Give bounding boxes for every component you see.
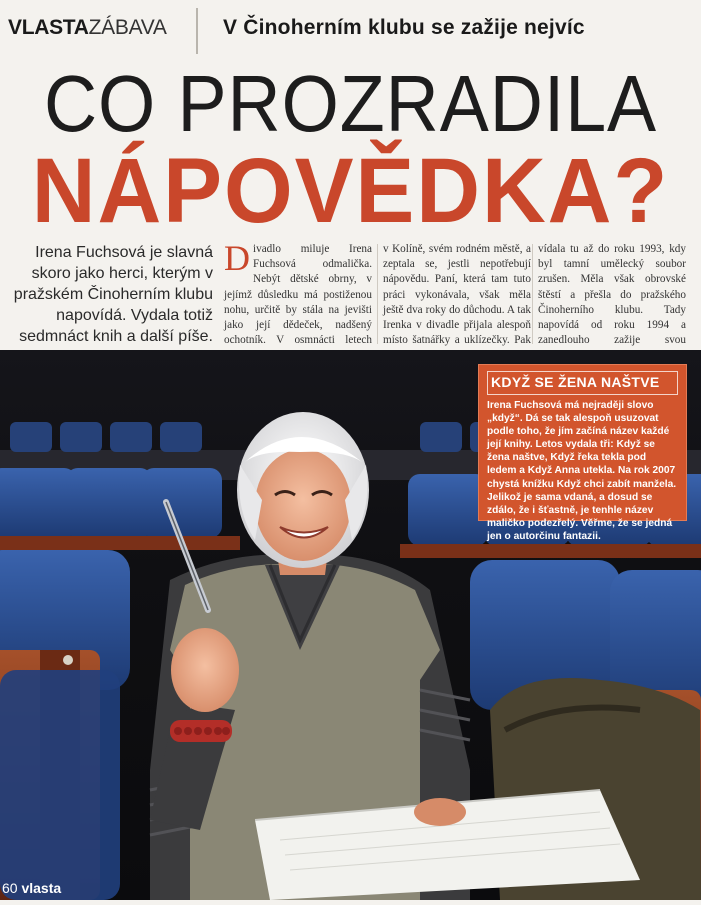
sidebar-box <box>478 364 687 542</box>
article-column-1-text: ivadlo miluje Irena Fuchsová odmalička. Nebýt dětské obrny, v jejímž důsledku má postiženou nohu, určitě by stála na jevišti jako její dědeček, nadšený ochotník. V osmnácti letech <box>224 243 372 347</box>
magazine-name: vlasta <box>21 880 62 896</box>
section-category: ZÁBAVA <box>88 16 167 39</box>
section-brand: VLASTA <box>8 16 89 39</box>
article-column-1 <box>224 238 372 347</box>
sidebar-text: Irena Fuchsová má nejraději slovo „když“. Dá se tak alespoň usuzovat podle toho, že jím začíná název každé její knihy. Letos vydala tři: Když se žena naštve, Když řeka tekla pod ledem a Když Anna utekla. Na rok 2007 chystá knížku Když chci zabít manžela. Jelikož je sama vdaná, a dosud se zdálo, že i šťastně, je tenhle název maličko podezřelý. Věřme, že se jedná jen o autorčinu fantazii. <box>487 400 677 542</box>
drop-cap: D <box>224 238 250 278</box>
headline-line-2: NÁPOVĚDKA? <box>31 140 670 242</box>
section-label <box>8 16 167 40</box>
column-rule <box>532 244 533 344</box>
page-header <box>0 0 701 60</box>
page-folio <box>2 880 61 896</box>
headline-line-1: CO PROZRADILA <box>43 59 658 148</box>
page-number: 60 <box>2 880 18 896</box>
column-rule <box>377 244 378 344</box>
lead-paragraph: Irena Fuchsová je slavná skoro jako herci, kterým v pražském Činoherním klubu napovídá. Vydala totiž sedmnáct knih a další píše. <box>13 244 213 345</box>
header-divider <box>196 8 198 54</box>
kicker-headline: V Činoherním klubu se zažije nejvíc <box>223 16 585 39</box>
sidebar-title: KDYŽ SE ŽENA NAŠTVE <box>487 371 678 395</box>
article-column-3: vídala tu až do roku 1993, kdy byl tamní umělecký soubor zrušen. Měla však obrovské štěstí a přešla do pražského Činoherního klubu. Tady napovídá od roku 1994 a zanedlouho zažije svou <box>538 243 686 347</box>
article-column-2: v Kolíně, svém rodném městě, a zeptala se, jestli nepotřebují nápovědu. Paní, která tam tuto práci vykonávala, však měla ještě dva roky do důchodu. A tak Irenka v divadle přijala alespoň místo šatnářky a uklízečky. Pak <box>383 243 531 347</box>
